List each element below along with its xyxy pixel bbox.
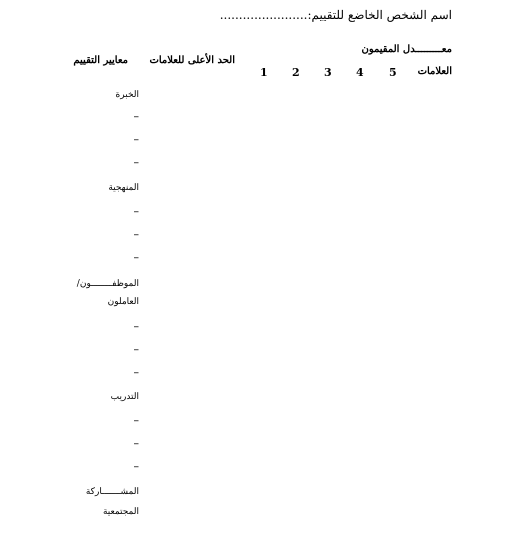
criterion-training: التدريب: [110, 392, 139, 402]
criterion-experience: الخبرة: [115, 90, 139, 100]
evaluators-average-label: معـــــــــدل المقيمون: [361, 44, 452, 55]
training-dash-1: –: [133, 414, 139, 427]
score-1: 1: [260, 66, 268, 79]
experience-dash-2: –: [133, 133, 139, 146]
criterion-community-line2: المجتمعية: [102, 507, 139, 517]
score-2: 2: [292, 66, 300, 79]
score-4: 4: [356, 66, 364, 79]
criterion-staff-line2: العاملون: [107, 297, 139, 307]
marks-label: العلامات: [417, 66, 452, 77]
criterion-methodology: المنهجية: [108, 183, 139, 193]
methodology-dash-1: –: [133, 205, 139, 218]
staff-dash-3: –: [133, 366, 139, 379]
criteria-column-header: معايير التقييم: [73, 55, 128, 66]
staff-dash-1: –: [133, 320, 139, 333]
experience-dash-1: –: [133, 110, 139, 123]
score-5: 5: [389, 66, 397, 79]
methodology-dash-2: –: [133, 228, 139, 241]
methodology-dash-3: –: [133, 251, 139, 264]
evaluated-person-name-field: اسم الشخص الخاضع للتقييم:.......................: [219, 8, 452, 22]
training-dash-3: –: [133, 460, 139, 473]
criterion-staff-line1: الموظفــــــــون/: [76, 279, 139, 289]
training-dash-2: –: [133, 437, 139, 450]
experience-dash-3: –: [133, 156, 139, 169]
score-3: 3: [324, 66, 332, 79]
criterion-community-line1: المشـــــــاركة: [85, 487, 139, 497]
staff-dash-2: –: [133, 343, 139, 356]
max-mark-column-header: الحد الأعلى للعلامات: [149, 55, 235, 66]
